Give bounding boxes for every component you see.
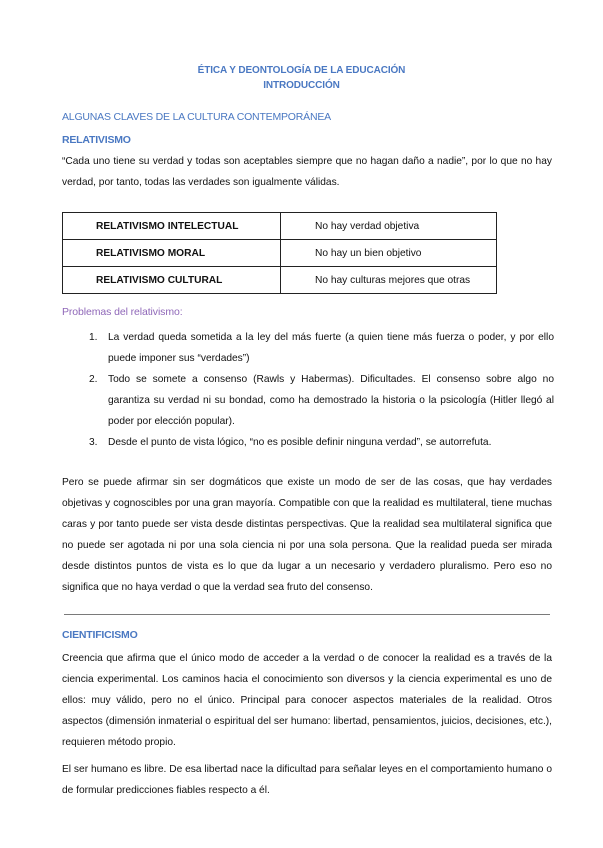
- table-row: [63, 240, 497, 267]
- table-cell-type: RELATIVISMO INTELECTUAL: [63, 213, 281, 240]
- relativismo-conclusion: Pero se puede afirmar sin ser dogmáticos que existe un modo de ser de las cosas, que hay verdades objetivas y cognoscibles por una gran mayoría. Compatible con que la realidad es multilateral, tiene muchas caras y por tanto puede ser vista desde distintas perspectivas. Que la realidad sea multilateral significa que no puede ser agotada ni por una sola ciencia ni por una sola persona. Que la realidad pueda ser mirada desde distintos puntos de vista es lo que da lugar a un necesario y verdadero pluralismo. Pero eso no significa que no haya verdad o que la verdad sea fruto del consenso.: [62, 477, 552, 593]
- table-cell-desc: No hay verdad objetiva: [281, 213, 497, 240]
- section-divider: [64, 614, 550, 615]
- relativismo-definition: “Cada uno tiene su verdad y todas son aceptables siempre que no hagan daño a nadie”, por lo que no hay verdad, por tanto, todas las verdades son igualmente válidas.: [62, 156, 552, 188]
- list-item: [62, 327, 554, 369]
- table-cell-desc: No hay un bien objetivo: [281, 240, 497, 267]
- relativismo-table: [62, 212, 497, 294]
- table-row: [63, 267, 497, 294]
- list-item-text: La verdad queda sometida a la ley del más fuerte (a quien tiene más fuerza o poder, y por ello puede imponer sus “verdades”): [108, 332, 554, 364]
- list-item-text: Desde el punto de vista lógico, “no es posible definir ninguna verdad”, se autorrefuta.: [108, 437, 492, 448]
- list-item: [62, 432, 554, 453]
- document-subtitle: INTRODUCCIÓN: [263, 80, 340, 91]
- list-item-text: Todo se somete a consenso (Rawls y Habermas). Dificultades. El consenso sobre algo no garantiza su verdad ni su bondad, como ha demostrado la historia o la psicología (Hitler llegó al poder por elección popular).: [108, 374, 554, 427]
- problems-heading: Problemas del relativismo:: [62, 306, 183, 318]
- list-item-number: 3.: [89, 437, 98, 448]
- document-title: ÉTICA Y DEONTOLOGÍA DE LA EDUCACIÓN: [197, 65, 406, 76]
- relativismo-heading: RELATIVISMO: [62, 134, 131, 146]
- cientificismo-paragraph: Creencia que afirma que el único modo de acceder a la verdad o de conocer la realidad es a través de la ciencia experimental. Los caminos hacia el conocimiento son diversos y la ciencia experimental es uno de ellos: muy válido, pero no el único. Principal para conocer aspectos materiales de la realidad. Otros aspectos (dimensión inmaterial o espiritual del ser humano: libertad, pensamientos, juicios, decisiones, etc.), requieren método propio.: [62, 653, 552, 748]
- problems-list: [62, 327, 554, 453]
- list-item-number: 1.: [89, 332, 98, 343]
- table-cell-type: RELATIVISMO CULTURAL: [63, 267, 281, 294]
- list-item: [62, 369, 554, 432]
- list-item-number: 2.: [89, 374, 98, 385]
- table-cell-type: RELATIVISMO MORAL: [63, 240, 281, 267]
- table-cell-desc: No hay culturas mejores que otras: [281, 267, 497, 294]
- cientificismo-heading: CIENTIFICISMO: [62, 629, 138, 641]
- table-row: [63, 213, 497, 240]
- section-heading-culture: ALGUNAS CLAVES DE LA CULTURA CONTEMPORÁNEA: [62, 111, 331, 123]
- libertad-paragraph: El ser humano es libre. De esa libertad nace la dificultad para señalar leyes en el comportamiento humano o de formular predicciones fiables respecto a él.: [62, 764, 552, 796]
